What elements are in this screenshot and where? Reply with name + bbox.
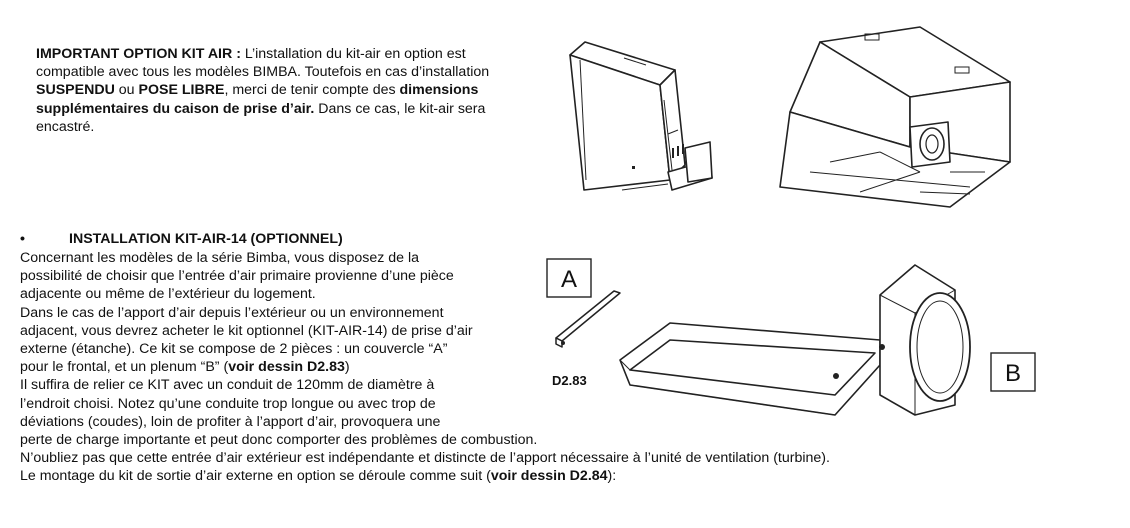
body-text: ): [344, 359, 350, 376]
body-line: N’oubliez pas que cette entrée d’air extérieur est indépendante et distincte de l’apport nécessaire à l’unité de ventilation (turbine).: [20, 450, 830, 467]
section-heading: [20, 231, 343, 247]
stove-side-illustration: [560, 30, 740, 200]
intro-line: compatible avec tous les modèles BIMBA. Toutefois en cas d’installation: [36, 64, 490, 81]
drawing-ref-d283: voir dessin D2.83: [228, 359, 345, 376]
section-title: INSTALLATION KIT-AIR-14 (OPTIONNEL): [69, 231, 343, 247]
body-line: Concernant les modèles de la série Bimba, vous disposez de la: [20, 250, 420, 266]
body-text: Le montage du kit de sortie d’air externe en option se déroule comme suit (: [20, 468, 491, 485]
intro-text: , merci de tenir compte des: [224, 82, 400, 99]
caption-box: [552, 370, 612, 390]
body-line: adjacente ou même de l’extérieur du logement.: [20, 286, 316, 303]
body-line: Il suffira de relier ce KIT avec un conduit de 120mm de diamètre à: [20, 377, 435, 394]
label-a: A: [560, 266, 578, 293]
body-line: perte de charge importante et peut donc comporter des problèmes de combustion.: [20, 432, 538, 449]
plenum-b-illustration: [610, 255, 990, 425]
caison-label: supplémentaires du caison de prise d’air.: [36, 100, 315, 117]
bullet: •: [20, 231, 25, 247]
suspendu-label: SUSPENDU: [36, 82, 115, 99]
intro-line: [36, 100, 489, 118]
dimensions-label: dimensions: [399, 82, 479, 99]
intro-paragraph: [36, 45, 489, 136]
important-label: IMPORTANT OPTION KIT AIR :: [36, 46, 241, 62]
intro-line: encastré.: [36, 118, 95, 135]
label-b: B: [1004, 360, 1022, 387]
body-text: ):: [607, 468, 617, 485]
intro-line: [36, 81, 489, 99]
body-line: déviations (coudes), loin de profiter à l’apport d’air, provoquera une: [20, 413, 441, 430]
intro-text: Dans ce cas, le kit-air sera: [314, 100, 486, 117]
drawing-caption: D2.83: [552, 373, 587, 388]
pose-libre-label: POSE LIBRE: [138, 82, 225, 99]
body-line: possibilité de choisir que l’entrée d’air primaire provienne d’une pièce: [20, 268, 454, 285]
body-line: [20, 467, 830, 485]
stove-bottom-illustration: [770, 22, 1020, 217]
label-b-box: [990, 352, 1036, 392]
intro-text: ou: [114, 82, 139, 99]
body-text: pour le frontal, et un plenum “B” (: [20, 359, 229, 376]
body-line: externe (étanche). Ce kit se compose de 2 pièces : un couvercle “A”: [20, 341, 448, 358]
intro-text: L’installation du kit-air en option est: [240, 46, 466, 62]
intro-line: [36, 45, 489, 63]
body-line: adjacent, vous devrez acheter le kit optionnel (KIT-AIR-14) de prise d’air: [20, 322, 473, 339]
drawing-ref-d284: voir dessin D2.84: [490, 468, 608, 485]
body-line: Dans le cas de l’apport d’air depuis l’extérieur ou un environnement: [20, 304, 444, 321]
body-line: l’endroit choisi. Notez qu’une conduite trop longue ou avec trop de: [20, 395, 436, 412]
